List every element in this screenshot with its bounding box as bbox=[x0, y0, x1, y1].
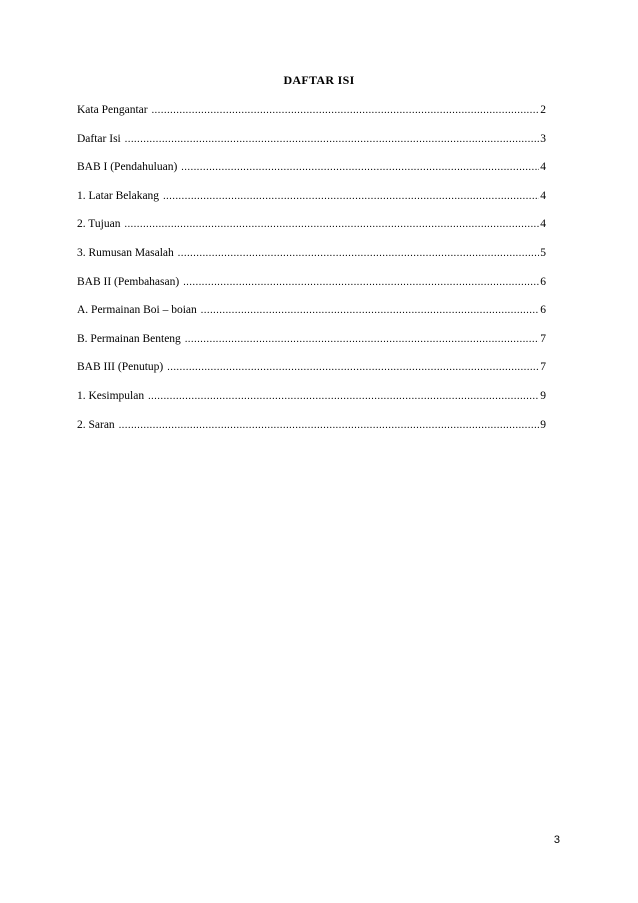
toc-entry-label: 3. Rumusan Masalah bbox=[77, 246, 174, 259]
toc-entry-daftar-isi bbox=[77, 131, 546, 160]
toc-entry-label: A. Permainan Boi – boian bbox=[77, 304, 197, 317]
toc-entry-page: 4 bbox=[540, 189, 546, 202]
toc-entry-page: 9 bbox=[540, 389, 546, 402]
toc-entry-bab-3 bbox=[77, 359, 546, 388]
toc-dot-leader bbox=[125, 132, 540, 148]
toc-entry-bab-1 bbox=[77, 159, 546, 188]
toc-entry-page: 2 bbox=[540, 104, 546, 116]
toc-dot-leader bbox=[152, 103, 540, 119]
page-number: 3 bbox=[553, 834, 560, 846]
toc-entry-label: B. Permainan Benteng bbox=[77, 332, 181, 345]
toc-entry-label: 1. Kesimpulan bbox=[77, 389, 145, 402]
toc-entry-page: 9 bbox=[540, 418, 546, 431]
toc-dot-leader bbox=[167, 360, 539, 376]
toc-entry-page: 3 bbox=[540, 132, 546, 145]
toc-dot-leader bbox=[201, 303, 539, 319]
toc-entry-label: 2. Saran bbox=[77, 418, 115, 431]
toc-dot-leader bbox=[183, 275, 539, 291]
toc-entry-latar-belakang bbox=[77, 188, 546, 217]
toc-entry-page: 4 bbox=[540, 218, 546, 231]
toc-entry-kesimpulan bbox=[77, 388, 546, 417]
toc-dot-leader bbox=[119, 418, 540, 434]
toc-title: DAFTAR ISI bbox=[283, 73, 355, 87]
toc-entry-page: 5 bbox=[540, 246, 546, 259]
toc-dot-leader bbox=[148, 389, 539, 405]
toc-entry-page: 7 bbox=[540, 332, 546, 345]
toc-list bbox=[77, 102, 546, 445]
toc-dot-leader bbox=[124, 217, 539, 233]
toc-entry-saran bbox=[77, 417, 546, 446]
toc-entry-label: BAB II (Pembahasan) bbox=[77, 275, 180, 288]
toc-dot-leader bbox=[163, 189, 539, 205]
toc-entry-label: Daftar Isi bbox=[77, 132, 121, 145]
toc-entry-label: 2. Tujuan bbox=[77, 218, 121, 231]
toc-entry-label: Kata Pengantar bbox=[77, 104, 148, 116]
toc-dot-leader bbox=[185, 332, 539, 348]
toc-entry-rumusan-masalah bbox=[77, 245, 546, 274]
toc-entry-label: BAB III (Penutup) bbox=[77, 361, 164, 374]
toc-entry-kata-pengantar bbox=[77, 102, 546, 131]
toc-dot-leader bbox=[178, 246, 539, 262]
toc-entry-permainan-benteng bbox=[77, 331, 546, 360]
toc-entry-page: 4 bbox=[540, 161, 546, 174]
toc-entry-label: 1. Latar Belakang bbox=[77, 189, 160, 202]
toc-dot-leader bbox=[181, 160, 539, 176]
toc-entry-permainan-boi-boian bbox=[77, 302, 546, 331]
toc-entry-bab-2 bbox=[77, 274, 546, 303]
toc-entry-tujuan bbox=[77, 216, 546, 245]
toc-entry-page: 6 bbox=[540, 304, 546, 317]
toc-entry-page: 7 bbox=[540, 361, 546, 374]
toc-entry-label: BAB I (Pendahuluan) bbox=[77, 161, 178, 174]
toc-entry-page: 6 bbox=[540, 275, 546, 288]
